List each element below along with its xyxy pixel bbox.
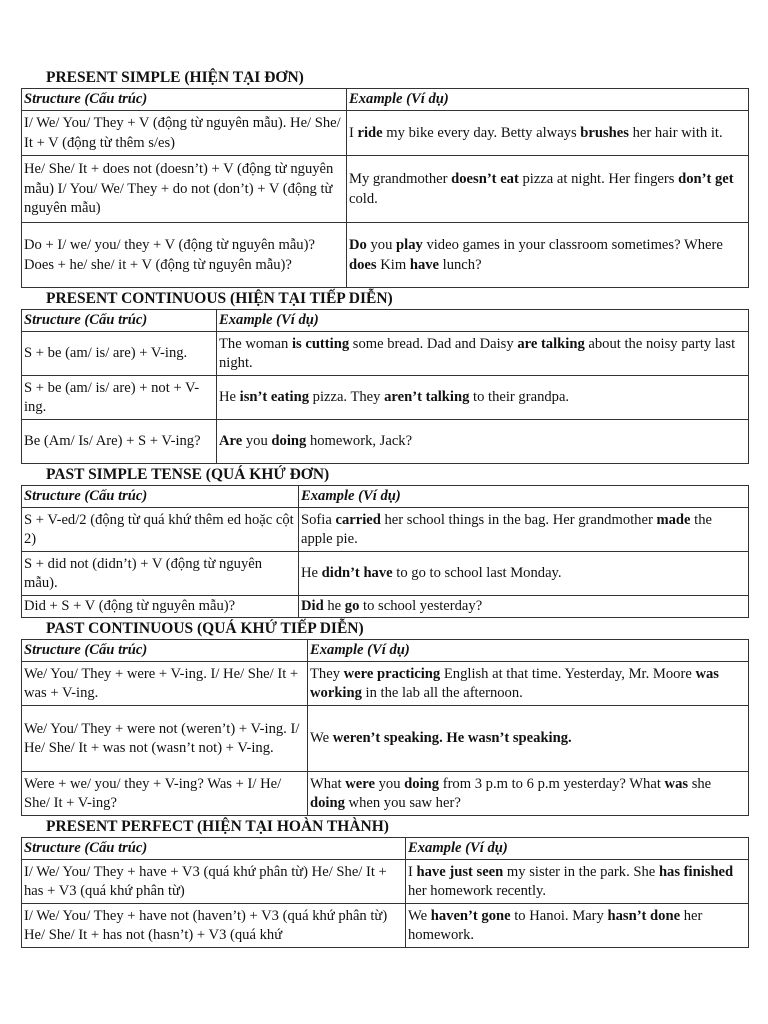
example-cell: I ride my bike every day. Betty always brushes her hair with it.: [347, 111, 749, 156]
grammar-table: [21, 88, 749, 288]
section-title: PRESENT SIMPLE (HIỆN TẠI ĐƠN): [46, 69, 304, 86]
grammar-table: [21, 639, 749, 816]
table-row: [22, 508, 749, 552]
structure-cell: S + did not (didn’t) + V (động từ nguyên mẫu).: [22, 552, 299, 596]
header-example: Example (Ví dụ): [347, 89, 749, 111]
bold-phrase: were: [345, 775, 375, 792]
structure-text: I/ We/ You/ They + have not (haven’t) + V3 (quá khứ phân từ) He/ She/ It + has not (hasn’t) + V3 (quá khứ: [24, 907, 388, 943]
structure-cell: I/ We/ You/ They + have + V3 (quá khứ phân từ) He/ She/ It + has + V3 (quá khứ phân từ): [22, 860, 406, 904]
bold-phrase: didn’t have: [321, 565, 393, 582]
structure-cell: Be (Am/ Is/ Are) + S + V-ing?: [22, 420, 217, 464]
bold-phrase: is cutting: [291, 335, 350, 352]
section-past-simple: [21, 464, 748, 618]
bold-phrase: go: [344, 598, 360, 615]
structure-cell: S + be (am/ is/ are) + not + V-ing.: [22, 376, 217, 420]
bold-phrase: isn’t eating: [239, 389, 309, 406]
table-header-row: [22, 838, 749, 860]
bold-phrase: He wasn’t speaking.: [446, 730, 572, 747]
table-row: [22, 662, 749, 706]
example-cell: The woman is cutting some bread. Dad and Daisy are talking about the noisy party last night.: [217, 332, 749, 376]
section-present-simple: [21, 67, 748, 288]
bold-phrase: brushes: [580, 124, 629, 141]
bold-phrase: doing: [404, 775, 440, 792]
bold-phrase: Do: [349, 237, 367, 253]
section-title: PRESENT CONTINUOUS (HIỆN TẠI TIẾP DIỄN): [46, 290, 393, 307]
example-cell: Are you doing homework, Jack?: [217, 420, 749, 464]
table-row: [22, 904, 749, 948]
bold-phrase: ride: [357, 124, 383, 141]
header-example: Example (Ví dụ): [308, 640, 749, 662]
bold-phrase: was: [664, 775, 689, 792]
header-structure: Structure (Cấu trúc): [22, 486, 299, 508]
table-row: [22, 420, 749, 464]
table-row: [22, 772, 749, 816]
header-structure: Structure (Cấu trúc): [22, 838, 406, 860]
bold-phrase: haven’t gone: [430, 907, 511, 924]
bold-phrase: carried: [335, 511, 381, 528]
section-title: PRESENT PERFECT (HIỆN TẠI HOÀN THÀNH): [46, 818, 389, 835]
table-row: [22, 111, 749, 156]
structure-cell: We/ You/ They + were + V-ing. I/ He/ She/ It + was + V-ing.: [22, 662, 308, 706]
bold-phrase: was working: [310, 665, 719, 701]
bold-phrase: hasn’t done: [607, 907, 681, 924]
bold-phrase: don’t get: [678, 171, 734, 187]
structure-cell: Did + S + V (động từ nguyên mẫu)?: [22, 596, 299, 618]
structure-cell: S + V-ed/2 (động từ quá khứ thêm ed hoặc cột 2): [22, 508, 299, 552]
structure-cell: We/ You/ They + were not (weren’t) + V-ing. I/ He/ She/ It + was not (wasn’t not) + V-ing.: [22, 706, 308, 772]
grammar-table: [21, 837, 749, 948]
example-cell: We haven’t gone to Hanoi. Mary hasn’t done her homework.: [406, 904, 749, 948]
grammar-table: [21, 485, 749, 618]
bold-phrase: aren’t talking: [384, 389, 470, 406]
structure-cell: [22, 904, 406, 948]
table-row: [22, 376, 749, 420]
bold-phrase: doesn’t eat: [451, 171, 519, 187]
example-cell: He didn’t have to go to school last Monday.: [299, 552, 749, 596]
example-cell: Did he go to school yesterday?: [299, 596, 749, 618]
header-example: Example (Ví dụ): [299, 486, 749, 508]
section-title: PAST SIMPLE TENSE (QUÁ KHỨ ĐƠN): [46, 466, 330, 483]
grammar-table: [21, 309, 749, 464]
header-example: Example (Ví dụ): [406, 838, 749, 860]
structure-cell: Do + I/ we/ you/ they + V (động từ nguyên mẫu)? Does + he/ she/ it + V (động từ nguyên mẫu)?: [22, 223, 347, 288]
structure-cell: He/ She/ It + does not (doesn’t) + V (động từ nguyên mẫu) I/ You/ We/ They + do not (don’t) + V (động từ nguyên mẫu): [22, 156, 347, 223]
table-row: [22, 332, 749, 376]
bold-phrase: have just seen: [416, 863, 504, 880]
bold-phrase: made: [656, 511, 691, 528]
bold-phrase: play: [396, 237, 423, 253]
section-present-perfect: [21, 816, 748, 948]
example-cell: Sofia carried her school things in the bag. Her grandmother made the apple pie.: [299, 508, 749, 552]
bold-phrase: doing: [310, 795, 345, 811]
bold-phrase: have: [409, 256, 440, 273]
example-cell: My grandmother doesn’t eat pizza at night. Her fingers don’t get cold.: [347, 156, 749, 223]
header-structure: Structure (Cấu trúc): [22, 310, 217, 332]
table-row: [22, 706, 749, 772]
table-row: [22, 860, 749, 904]
example-cell: I have just seen my sister in the park. She has finished her homework recently.: [406, 860, 749, 904]
table-row: [22, 596, 749, 618]
structure-cell: I/ We/ You/ They + V (động từ nguyên mẫu). He/ She/ It + V (động từ thêm s/es): [22, 111, 347, 156]
bold-phrase: weren’t speaking.: [332, 730, 443, 747]
section-past-continuous: [21, 618, 748, 816]
table-row: [22, 223, 749, 288]
bold-phrase: were practicing: [343, 665, 441, 682]
table-row: [22, 156, 749, 223]
table-header-row: [22, 486, 749, 508]
table-header-row: [22, 640, 749, 662]
example-cell: They were practicing English at that time. Yesterday, Mr. Moore was working in the lab all the afternoon.: [308, 662, 749, 706]
header-structure: Structure (Cấu trúc): [22, 89, 347, 111]
example-cell: Do you play video games in your classroom sometimes? Where does Kim have lunch?: [347, 223, 749, 288]
example-cell: What were you doing from 3 p.m to 6 p.m yesterday? What was she doing when you saw her?: [308, 772, 749, 816]
example-cell: He isn’t eating pizza. They aren’t talking to their grandpa.: [217, 376, 749, 420]
bold-phrase: Did: [301, 598, 324, 615]
header-structure: Structure (Cấu trúc): [22, 640, 308, 662]
bold-phrase: has finished: [658, 863, 734, 880]
header-example: Example (Ví dụ): [217, 310, 749, 332]
bold-phrase: does: [349, 256, 377, 273]
bold-phrase: Are: [219, 433, 243, 450]
table-row: [22, 552, 749, 596]
bold-phrase: are talking: [517, 335, 585, 352]
bold-phrase: doing: [271, 433, 307, 450]
structure-cell: S + be (am/ is/ are) + V-ing.: [22, 332, 217, 376]
table-header-row: [22, 310, 749, 332]
section-present-continuous: [21, 288, 748, 464]
table-header-row: [22, 89, 749, 111]
structure-cell: Were + we/ you/ they + V-ing? Was + I/ He/ She/ It + V-ing?: [22, 772, 308, 816]
document: [21, 67, 748, 948]
section-title: PAST CONTINUOUS (QUÁ KHỨ TIẾP DIỄN): [46, 620, 364, 637]
example-cell: We weren’t speaking. He wasn’t speaking.: [308, 706, 749, 772]
